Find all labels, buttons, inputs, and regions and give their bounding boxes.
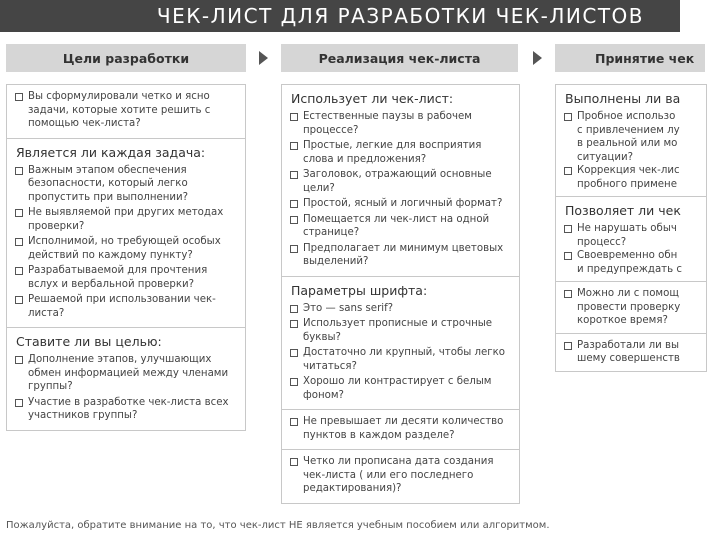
checklist-item: Участие в разработке чек-листа всех участников группы? — [13, 396, 239, 423]
footer-note: Пожалуйста, обратите внимание на то, что чек-лист НЕ является учебным пособием или алгоритмом. — [6, 520, 550, 531]
section-title: Является ли каждая задача: — [16, 144, 206, 160]
checklist-item: Помещается ли чек-лист на одной странице? — [288, 213, 513, 240]
checklist-item: Коррекция чек-лис — [562, 164, 700, 178]
checklist-item: Пробное использо — [562, 110, 700, 124]
checklist-item: Заголовок, отражающий основные цели? — [288, 168, 513, 195]
arrow-right-icon — [259, 51, 268, 65]
checklist-item: Это — sans serif? — [288, 302, 513, 316]
column-heading-goals: Цели разработки — [6, 44, 246, 72]
checklist-item: Разрабатываемой для прочтения вслух и вербальной проверки? — [13, 264, 239, 291]
checklist-item-continued: провести проверку — [577, 301, 681, 313]
checklist-item: Хорошо ли контрастирует с белым фоном? — [288, 375, 513, 402]
section-title: Ставите ли вы целью: — [16, 334, 162, 349]
checklist-item: Решаемой при использовании чек-листа? — [13, 293, 239, 320]
column-goals — [6, 84, 246, 431]
checklist-item-continued: пробного примене — [577, 178, 677, 190]
section-box — [282, 449, 519, 503]
checklist-item: Вы сформулировали четко и ясно задачи, которые хотите решить с помощью чек-листа? — [13, 90, 239, 131]
section-box — [282, 276, 519, 410]
column-implementation — [281, 84, 520, 504]
checklist-item: Простой, ясный и логичный формат? — [288, 197, 513, 211]
checklist-item-continued: ситуации? — [577, 151, 634, 163]
checklist-item-continued: процесс? — [577, 236, 627, 248]
column-acceptance — [555, 84, 707, 372]
checklist-item-continued: шему совершенств — [577, 353, 680, 364]
checklist-item: Своевременно обн — [562, 249, 700, 263]
checklist-item-continued: короткое время? — [577, 315, 668, 326]
section-title: Параметры шрифта: — [291, 282, 428, 298]
column-heading-implementation: Реализация чек-листа — [281, 44, 518, 72]
section-box — [282, 85, 519, 276]
section-title: Позволяет ли чек — [565, 203, 681, 218]
checklist-item: Не выявляемой при других методах проверки? — [13, 206, 239, 233]
checklist-item: Достаточно ли крупный, чтобы легко читаться? — [288, 346, 513, 373]
section-box — [556, 281, 706, 333]
column-heading-acceptance: Принятие чек — [555, 44, 705, 72]
page-title: ЧЕК-ЛИСТ ДЛЯ РАЗРАБОТКИ ЧЕК-ЛИСТОВ — [156, 4, 644, 28]
checklist-item: Не нарушать обыч — [562, 222, 700, 236]
checklist-item: Дополнение этапов, улучшающих обмен информацией между членами группы? — [13, 353, 239, 394]
section-title: Использует ли чек-лист: — [291, 91, 454, 106]
checklist-item: Использует прописные и строчные буквы? — [288, 317, 513, 344]
checklist-item-continued: и предупреждать с — [577, 263, 682, 275]
section-box — [7, 138, 245, 328]
checklist-item: Не превышает ли десяти количество пунктов в каждом разделе? — [288, 415, 513, 442]
section-box — [556, 333, 706, 371]
checklist-item: Предполагает ли минимум цветовых выделений? — [288, 242, 513, 269]
section-box — [7, 327, 245, 430]
checklist-item: Важным этапом обеспечения безопасности, который легко пропустить при выполнении? — [13, 164, 239, 205]
checklist-item: Естественные паузы в рабочем процессе? — [288, 110, 513, 137]
checklist-item: Исполнимой, но требующей особых действий по каждому пункту? — [13, 235, 239, 262]
section-box — [556, 85, 706, 196]
checklist-item-continued: в реальной или мо — [577, 138, 678, 149]
title-band — [0, 0, 680, 32]
section-box — [556, 196, 706, 281]
section-title: Выполнены ли ва — [565, 91, 681, 106]
checklist-item: Простые, легкие для восприятия слова и предложения? — [288, 139, 513, 166]
section-box — [7, 85, 245, 138]
checklist-item: Четко ли прописана дата создания чек-листа ( или его последнего редактирования)? — [288, 455, 513, 496]
section-box — [282, 409, 519, 449]
checklist-item-continued: с привлечением лу — [577, 124, 680, 136]
arrow-right-icon — [533, 51, 542, 65]
checklist-item: Разработали ли вы — [562, 339, 700, 353]
checklist-item: Можно ли с помощ — [562, 287, 700, 301]
